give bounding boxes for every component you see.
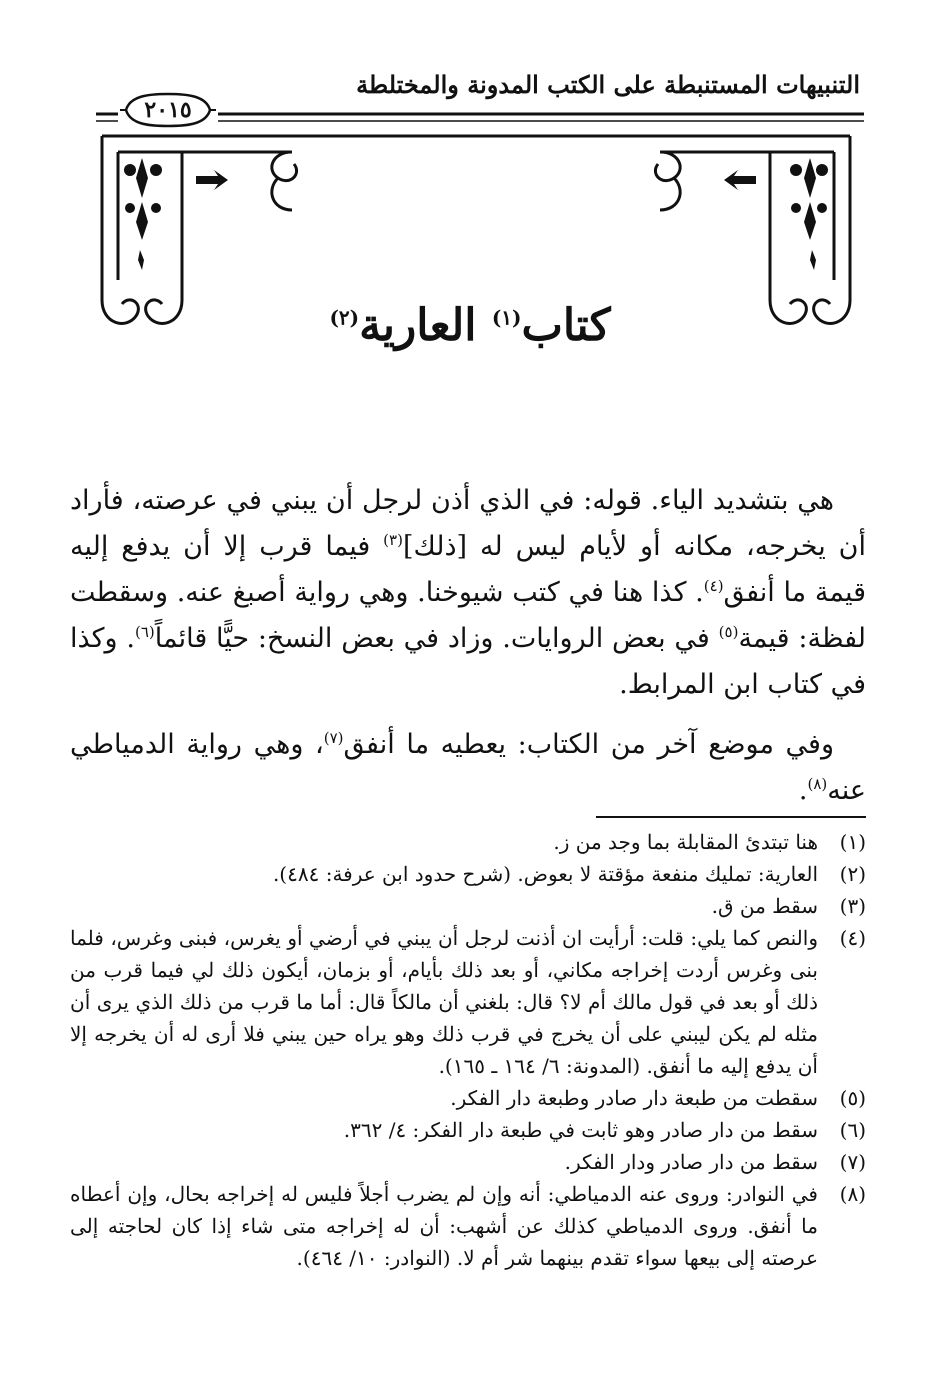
footnote-text: والنص كما يلي: قلت: أرأيت ان أذنت لرجل أن يبني في أرضي أو يغرس، فبنى وغرس، فلما بنى وغرس أردت إخراجه مكاني، أو بعد ذلك بأيام، أو بزمان، أيكون ذلك لي فيما قرب من ذلك أو بعد في قول مالك أم لا؟ قال: بلغني أن مالكاً قال: أما ما قرب من ذلك الذي يرى أن مثله لم يكن ليبني على أن يخرج في قرب ذلك وهو يراه حين يبني فلا أرى له أن يخرجه إلا أن يدفع إليه ما أنفق. (المدونة: ٦/ ١٦٤ ـ ١٦٥). xyxy=(70,926,818,1078)
footnote-number: (٤) xyxy=(839,926,866,950)
footnote-text: سقط من ق. xyxy=(711,894,818,918)
paragraph xyxy=(70,478,866,708)
chapter-title-word-loan: العارية xyxy=(359,300,477,351)
footnote xyxy=(70,1178,866,1274)
chapter-title-word-book: كتاب xyxy=(521,300,611,351)
text-run: هي بتشديد الياء. قوله: في الذي أذن لرجل أن يبني في عرصته، فأراد أن يخرجه، مكانه أو لأيام ليس له [ذلك] xyxy=(70,485,866,562)
footnote-ref: (٥) xyxy=(718,623,739,641)
footnote-text: هنا تبتدئ المقابلة بما وجد من ز. xyxy=(553,830,818,854)
footnote-ref: (١) xyxy=(491,305,522,330)
footnote-number: (٨) xyxy=(839,1182,866,1206)
footnote xyxy=(70,1082,866,1114)
footnote-ref: (٣) xyxy=(383,531,403,549)
footnote xyxy=(70,826,866,858)
running-header-title: التنبيهات المستنبطة على الكتب المدونة والمختلطة xyxy=(356,70,860,99)
footnote-ref: (٤) xyxy=(703,577,724,595)
footnote xyxy=(70,1146,866,1178)
footnote-ref: (٧) xyxy=(323,729,344,747)
footnote-ref: (٨) xyxy=(807,775,828,793)
text-run: . وكذا في كتاب ابن المرابط. xyxy=(70,623,866,700)
footnote-number: (١) xyxy=(839,830,866,854)
text-run: ، وهي رواية الدمياطي عنه xyxy=(70,729,866,806)
chapter-title xyxy=(0,300,940,351)
footnote-number: (٢) xyxy=(839,862,866,886)
footnote-text: العارية: تمليك منفعة مؤقتة لا بعوض. (شرح حدود ابن عرفة: ٤٨٤). xyxy=(272,862,818,886)
footnote-text: سقط من دار صادر ودار الفكر. xyxy=(564,1150,818,1174)
footnote-text: في النوادر: وروى عنه الدمياطي: أنه وإن لم يضرب أجلاً فليس له إخراجه بحال، وإن أعطاه ما أنفق. وروى الدمياطي كذلك عن أشهب: أن له إخراجه متى شاء إذا كان لحاجته إلى عرصته إلى بيعها سواء تقدم بينهما شر أم لا. (النوادر: ١٠/ ٤٦٤). xyxy=(70,1182,818,1270)
footnote-text: سقط من دار صادر وهو ثابت في طبعة دار الفكر: ٤/ ٣٦٢. xyxy=(343,1118,818,1142)
text-run: فيما قرب إلا أن يدفع إليه قيمة ما أنفق xyxy=(70,531,866,608)
footnote-number: (٣) xyxy=(839,894,866,918)
footnote xyxy=(70,922,866,1082)
text-run: في بعض الروايات. وزاد في بعض النسخ: حيًّا قائماً xyxy=(154,623,719,654)
text-run: . xyxy=(798,775,808,806)
paragraph xyxy=(70,722,866,814)
footnote-ref: (٢) xyxy=(329,305,360,330)
footnote xyxy=(70,1114,866,1146)
footnote-number: (٦) xyxy=(839,1118,866,1142)
text-run: وفي موضع آخر من الكتاب: يعطيه ما أنفق xyxy=(343,729,835,760)
footnote xyxy=(70,858,866,890)
footnote-number: (٧) xyxy=(839,1150,866,1174)
footnote-number: (٥) xyxy=(839,1086,866,1110)
text-run: . كذا هنا في كتب شيوخنا. وهي رواية أصبغ عنه. وسقطت لفظة: قيمة xyxy=(70,577,866,654)
main-text xyxy=(70,478,866,814)
footnote-text: سقطت من طبعة دار صادر وطبعة دار الفكر. xyxy=(450,1086,818,1110)
footnote-ref: (٦) xyxy=(134,623,155,641)
page-number-badge xyxy=(118,90,218,130)
footnote-separator xyxy=(596,816,866,818)
footnote xyxy=(70,890,866,922)
footnotes xyxy=(70,826,866,1274)
page-number: ٢٠١٥ xyxy=(144,97,192,123)
